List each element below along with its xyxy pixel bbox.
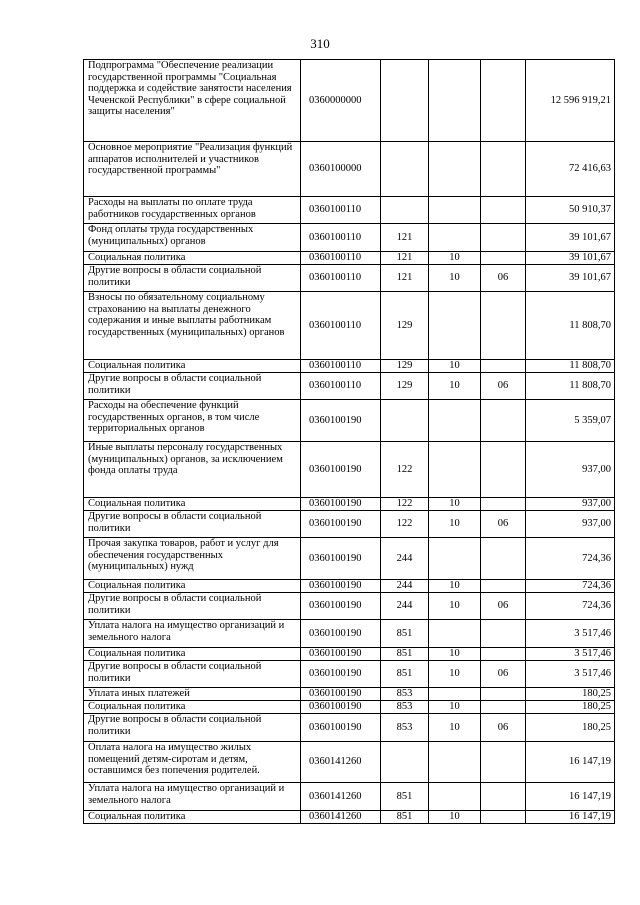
row-subsection (481, 580, 526, 593)
table-row (84, 498, 615, 511)
row-subsection (481, 701, 526, 714)
row-section: 10 (429, 511, 481, 538)
row-subsection: 06 (481, 661, 526, 688)
table-row (84, 292, 615, 360)
row-code: 0360100190 (301, 648, 381, 661)
row-amount: 11 808,70 (526, 373, 615, 400)
row-section (429, 400, 481, 442)
row-name: Иные выплаты персоналу государственных (муниципальных) органов, за исключением фонда оплаты труда (84, 442, 301, 498)
row-subsection (481, 60, 526, 142)
table-row (84, 224, 615, 252)
row-amount: 724,36 (526, 593, 615, 620)
row-section (429, 783, 481, 811)
row-section (429, 620, 481, 648)
row-subsection (481, 538, 526, 580)
row-expense-type (381, 400, 429, 442)
row-expense-type: 851 (381, 783, 429, 811)
row-subsection (481, 648, 526, 661)
row-subsection (481, 292, 526, 360)
row-code: 0360000000 (301, 60, 381, 142)
table-row (84, 538, 615, 580)
row-name: Другие вопросы в области социальной политики (84, 714, 301, 742)
row-code: 0360100190 (301, 580, 381, 593)
row-expense-type: 121 (381, 265, 429, 292)
row-section: 10 (429, 360, 481, 373)
row-section: 10 (429, 373, 481, 400)
row-section (429, 142, 481, 197)
row-section: 10 (429, 811, 481, 824)
row-code: 0360100110 (301, 265, 381, 292)
row-name: Прочая закупка товаров, работ и услуг для обеспечения государственных (муниципальных) нужд (84, 538, 301, 580)
row-amount: 724,36 (526, 538, 615, 580)
row-section (429, 197, 481, 224)
row-code: 0360141260 (301, 811, 381, 824)
row-name: Социальная политика (84, 701, 301, 714)
row-code: 0360100110 (301, 197, 381, 224)
row-code: 0360100110 (301, 224, 381, 252)
table-row (84, 593, 615, 620)
row-amount: 3 517,46 (526, 620, 615, 648)
row-section (429, 742, 481, 783)
row-expense-type: 851 (381, 811, 429, 824)
table-row (84, 60, 615, 142)
row-expense-type: 122 (381, 442, 429, 498)
row-expense-type: 853 (381, 701, 429, 714)
row-expense-type: 121 (381, 252, 429, 265)
budget-table (83, 59, 615, 824)
row-name: Социальная политика (84, 648, 301, 661)
row-section (429, 538, 481, 580)
row-subsection (481, 783, 526, 811)
row-amount: 937,00 (526, 442, 615, 498)
row-section (429, 292, 481, 360)
row-expense-type: 851 (381, 661, 429, 688)
row-subsection (481, 442, 526, 498)
row-name: Другие вопросы в области социальной политики (84, 511, 301, 538)
row-name: Другие вопросы в области социальной политики (84, 661, 301, 688)
row-subsection (481, 400, 526, 442)
row-code: 0360100190 (301, 511, 381, 538)
row-subsection: 06 (481, 593, 526, 620)
row-subsection (481, 360, 526, 373)
table-row (84, 701, 615, 714)
row-expense-type (381, 742, 429, 783)
row-name: Социальная политика (84, 580, 301, 593)
row-name: Уплата иных платежей (84, 688, 301, 701)
row-name: Другие вопросы в области социальной политики (84, 265, 301, 292)
row-name: Уплата налога на имущество организаций и земельного налога (84, 620, 301, 648)
row-amount: 937,00 (526, 511, 615, 538)
table-row (84, 620, 615, 648)
row-section: 10 (429, 265, 481, 292)
row-subsection (481, 142, 526, 197)
row-amount: 180,25 (526, 714, 615, 742)
row-amount: 180,25 (526, 701, 615, 714)
budget-table-body (84, 60, 615, 824)
row-name: Оплата налога на имущество жилых помещений детям-сиротам и детям, оставшимся без попечения родителей. (84, 742, 301, 783)
row-expense-type: 851 (381, 620, 429, 648)
table-row (84, 400, 615, 442)
table-row (84, 360, 615, 373)
row-subsection (481, 224, 526, 252)
row-expense-type (381, 60, 429, 142)
row-amount: 12 596 919,21 (526, 60, 615, 142)
table-row (84, 661, 615, 688)
row-code: 0360100190 (301, 442, 381, 498)
row-name: Взносы по обязательному социальному страхованию на выплаты денежного содержания и иные выплаты работникам государственных (муниципальных) органов (84, 292, 301, 360)
row-code: 0360141260 (301, 783, 381, 811)
row-code: 0360100190 (301, 400, 381, 442)
table-row (84, 511, 615, 538)
row-name: Другие вопросы в области социальной политики (84, 373, 301, 400)
row-name: Уплата налога на имущество организаций и земельного налога (84, 783, 301, 811)
table-row (84, 648, 615, 661)
row-code: 0360100190 (301, 593, 381, 620)
row-name: Подпрограмма "Обеспечение реализации государственной программы "Социальная поддержка и содействие занятости населения Чеченской Республики" в сфере социальной защиты населения" (84, 60, 301, 142)
row-section (429, 688, 481, 701)
row-code: 0360100190 (301, 538, 381, 580)
row-code: 0360100110 (301, 373, 381, 400)
row-expense-type: 129 (381, 292, 429, 360)
row-code: 0360100190 (301, 701, 381, 714)
row-subsection (481, 742, 526, 783)
row-subsection (481, 498, 526, 511)
row-subsection (481, 688, 526, 701)
row-section: 10 (429, 661, 481, 688)
row-code: 0360100110 (301, 292, 381, 360)
row-section: 10 (429, 648, 481, 661)
row-amount: 724,36 (526, 580, 615, 593)
table-row (84, 442, 615, 498)
row-expense-type: 122 (381, 498, 429, 511)
row-expense-type: 853 (381, 688, 429, 701)
row-name: Социальная политика (84, 498, 301, 511)
row-amount: 39 101,67 (526, 252, 615, 265)
row-amount: 50 910,37 (526, 197, 615, 224)
row-code: 0360100190 (301, 661, 381, 688)
row-expense-type: 121 (381, 224, 429, 252)
row-expense-type: 851 (381, 648, 429, 661)
row-subsection (481, 197, 526, 224)
row-subsection: 06 (481, 511, 526, 538)
row-expense-type (381, 197, 429, 224)
row-subsection (481, 252, 526, 265)
row-expense-type: 122 (381, 511, 429, 538)
row-code: 0360100190 (301, 688, 381, 701)
table-row (84, 783, 615, 811)
row-code: 0360100000 (301, 142, 381, 197)
table-row (84, 252, 615, 265)
row-expense-type: 244 (381, 538, 429, 580)
row-amount: 39 101,67 (526, 224, 615, 252)
row-expense-type (381, 142, 429, 197)
row-section: 10 (429, 252, 481, 265)
row-name: Расходы на выплаты по оплате труда работников государственных органов (84, 197, 301, 224)
row-amount: 16 147,19 (526, 742, 615, 783)
row-subsection (481, 620, 526, 648)
table-row (84, 811, 615, 824)
row-name: Фонд оплаты труда государственных (муниципальных) органов (84, 224, 301, 252)
row-code: 0360100190 (301, 714, 381, 742)
row-amount: 3 517,46 (526, 648, 615, 661)
row-expense-type: 244 (381, 593, 429, 620)
row-amount: 3 517,46 (526, 661, 615, 688)
row-name: Другие вопросы в области социальной политики (84, 593, 301, 620)
row-name: Расходы на обеспечение функций государственных органов, в том числе территориальных органов (84, 400, 301, 442)
row-section: 10 (429, 498, 481, 511)
row-expense-type: 129 (381, 373, 429, 400)
row-amount: 11 808,70 (526, 360, 615, 373)
row-code: 0360100110 (301, 252, 381, 265)
table-row (84, 580, 615, 593)
table-row (84, 714, 615, 742)
table-row (84, 197, 615, 224)
row-code: 0360100190 (301, 498, 381, 511)
row-subsection: 06 (481, 714, 526, 742)
row-amount: 39 101,67 (526, 265, 615, 292)
row-section: 10 (429, 593, 481, 620)
page-number: 310 (310, 36, 330, 51)
row-section: 10 (429, 580, 481, 593)
row-name: Социальная политика (84, 360, 301, 373)
row-subsection (481, 811, 526, 824)
row-section (429, 442, 481, 498)
row-amount: 5 359,07 (526, 400, 615, 442)
row-amount: 11 808,70 (526, 292, 615, 360)
table-row (84, 142, 615, 197)
row-name: Социальная политика (84, 252, 301, 265)
row-expense-type: 244 (381, 580, 429, 593)
row-amount: 72 416,63 (526, 142, 615, 197)
row-section (429, 224, 481, 252)
row-name: Социальная политика (84, 811, 301, 824)
table-row (84, 742, 615, 783)
table-row (84, 688, 615, 701)
row-subsection: 06 (481, 373, 526, 400)
row-amount: 937,00 (526, 498, 615, 511)
row-name: Основное мероприятие "Реализация функций аппаратов исполнителей и участников государственной программы" (84, 142, 301, 197)
row-code: 0360141260 (301, 742, 381, 783)
row-expense-type: 853 (381, 714, 429, 742)
row-amount: 180,25 (526, 688, 615, 701)
row-code: 0360100110 (301, 360, 381, 373)
row-section: 10 (429, 714, 481, 742)
row-subsection: 06 (481, 265, 526, 292)
row-amount: 16 147,19 (526, 783, 615, 811)
row-section: 10 (429, 701, 481, 714)
table-row (84, 373, 615, 400)
row-amount: 16 147,19 (526, 811, 615, 824)
row-section (429, 60, 481, 142)
table-row (84, 265, 615, 292)
row-expense-type: 129 (381, 360, 429, 373)
row-code: 0360100190 (301, 620, 381, 648)
